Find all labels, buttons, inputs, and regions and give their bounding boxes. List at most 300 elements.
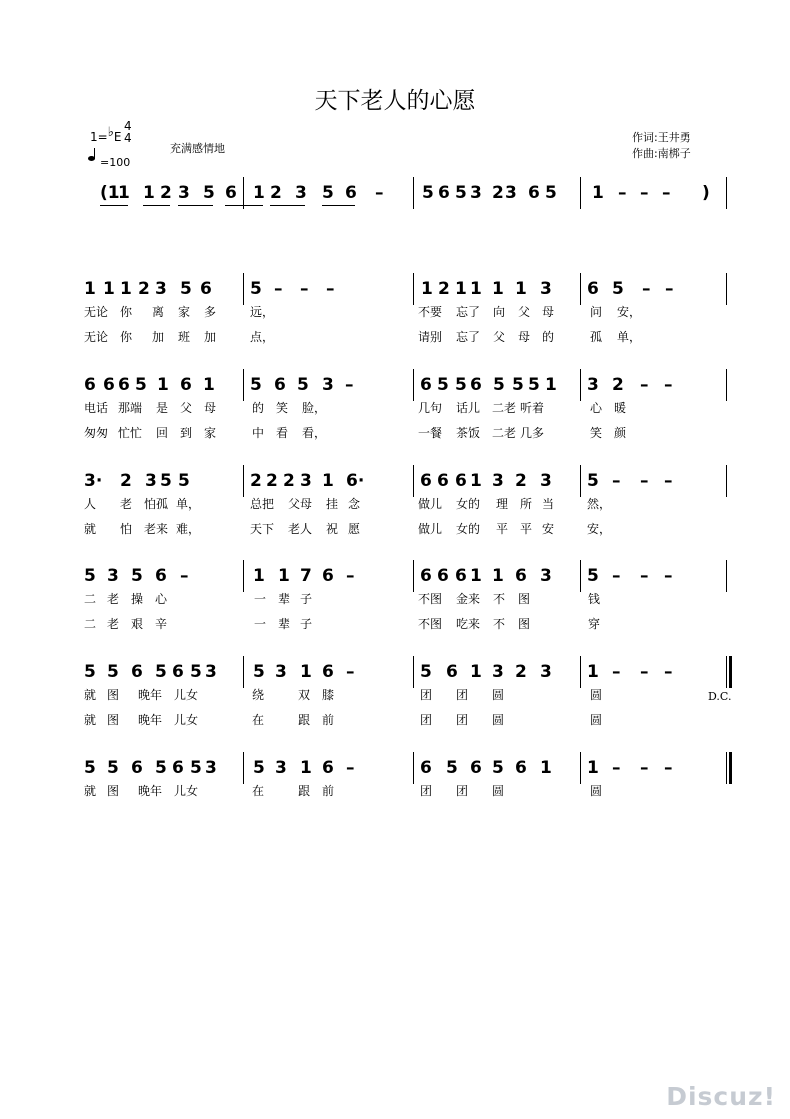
beam-line [178, 205, 213, 206]
note: 2 [492, 183, 504, 203]
note: – [640, 375, 649, 395]
note: 2 [438, 279, 450, 299]
lyric-word: 母 [542, 305, 555, 319]
note: 5 [587, 471, 599, 491]
lyric-word: 老人 [288, 522, 313, 536]
note: – [375, 183, 384, 203]
note: 2 [160, 183, 172, 203]
note: 3 [540, 662, 552, 682]
note: 5 [253, 758, 265, 778]
lyric-word: 图 [107, 713, 120, 727]
note: 5 [253, 662, 265, 682]
lyric-word: 平 [520, 522, 533, 536]
note: 6 [200, 279, 212, 299]
note: 3 [470, 183, 482, 203]
lyric-word: 天下 [250, 522, 275, 536]
bar-line [243, 560, 244, 592]
note: 6 [172, 758, 184, 778]
note: 3 [275, 758, 287, 778]
bar-line [413, 656, 414, 688]
bar-line [580, 560, 581, 592]
lyric-word: 前 [322, 784, 335, 798]
lyric-word: 在 [252, 713, 265, 727]
note: 5 [422, 183, 434, 203]
lyric-word: 做儿 [418, 522, 443, 536]
lyric-word: 膝 [322, 688, 335, 702]
note: 6 [103, 375, 115, 395]
bar-line [413, 560, 414, 592]
lyric-word: 所 [520, 497, 533, 511]
note: 3 [155, 279, 167, 299]
lyric-word: 多 [204, 305, 217, 319]
note: 2 [283, 471, 295, 491]
note: (1 [100, 183, 120, 203]
lyric-word: 忙忙 [118, 426, 143, 440]
note: 6 [455, 566, 467, 586]
note: 5 [420, 662, 432, 682]
lyric-word: 家 [178, 305, 191, 319]
lyric-word: 颜 [614, 426, 627, 440]
beam-line [270, 205, 305, 206]
lyric-word: 团 [420, 688, 433, 702]
note: – [664, 471, 673, 491]
lyric-word: 离 [152, 305, 165, 319]
note: ) [702, 183, 710, 203]
note: 3 [178, 183, 190, 203]
note: 1 [587, 758, 599, 778]
lyric-word: 忘了 [456, 305, 481, 319]
note: 3 [322, 375, 334, 395]
note: 2 [270, 183, 282, 203]
note: – [346, 566, 355, 586]
lyric-word: 安， [587, 522, 612, 536]
bar-line [413, 369, 414, 401]
lyric-word: 不 [493, 617, 506, 631]
lyric-word: 向 [493, 305, 506, 319]
lyric-word: 图 [107, 784, 120, 798]
note: 6 [118, 375, 130, 395]
page-title: 天下老人的心愿 [314, 88, 476, 114]
note: 6 [322, 566, 334, 586]
bar-line [580, 752, 581, 784]
note: 5 [84, 566, 96, 586]
note: 5 [493, 375, 505, 395]
lyric-word: 母 [518, 330, 531, 344]
note: – [642, 279, 651, 299]
lyric-word: 忘了 [456, 330, 481, 344]
note: 3 [492, 471, 504, 491]
note: 5 [155, 662, 167, 682]
lyric-word: 班 [178, 330, 191, 344]
note: 3 [587, 375, 599, 395]
note: – [640, 662, 649, 682]
note: – [612, 758, 621, 778]
lyric-word: 请别 [418, 330, 443, 344]
lyric-word: 圆 [492, 688, 505, 702]
note: 3 [107, 566, 119, 586]
note: – [664, 758, 673, 778]
lyric-word: 几句 [418, 401, 443, 415]
note: 1 [157, 375, 169, 395]
lyric-word: 不图 [418, 617, 443, 631]
note: 5 [135, 375, 147, 395]
key-prefix: 1= [90, 130, 108, 144]
note: – [274, 279, 283, 299]
bar-line [580, 273, 581, 305]
note: – [300, 279, 309, 299]
note: 6 [437, 471, 449, 491]
note: 6 [420, 375, 432, 395]
lyric-word: 金来 [456, 592, 481, 606]
note: 3 [145, 471, 157, 491]
lyric-word: 操 [131, 592, 144, 606]
note: 1 [455, 279, 467, 299]
note: 6 [528, 183, 540, 203]
lyric-word: 然， [587, 497, 612, 511]
lyric-word: 一餐 [418, 426, 443, 440]
note: 6 [587, 279, 599, 299]
note: – [612, 662, 621, 682]
note: 6 [322, 662, 334, 682]
lyric-word: 无论 [84, 330, 109, 344]
composer-credit: 作曲:南梆子 [632, 147, 691, 160]
note: 6 [420, 758, 432, 778]
lyric-word: 团 [420, 784, 433, 798]
bar-line [243, 656, 244, 688]
lyric-word: 单， [617, 330, 642, 344]
lyric-word: 辈 [278, 617, 291, 631]
lyric-word: 二 [84, 617, 97, 631]
lyric-word: 父 [180, 401, 193, 415]
lyric-word: 笑 [590, 426, 603, 440]
lyric-word: 加 [152, 330, 165, 344]
bar-line [726, 752, 727, 784]
lyric-word: 的 [252, 401, 265, 415]
lyric-word: 单， [176, 497, 201, 511]
lyric-word: 穿 [588, 617, 601, 631]
lyric-word: 母 [204, 401, 217, 415]
note: 2 [266, 471, 278, 491]
note: – [618, 183, 627, 203]
note: 5 [190, 758, 202, 778]
note: 5 [528, 375, 540, 395]
lyric-word: 难， [176, 522, 201, 536]
discuz-logo: Discuz! [666, 1082, 776, 1111]
lyric-word: 老 [107, 617, 120, 631]
note: – [640, 566, 649, 586]
note: 5 [455, 183, 467, 203]
lyric-word: 就 [84, 713, 97, 727]
note: 1 [470, 471, 482, 491]
lyric-word: 祝 [326, 522, 339, 536]
note: 6 [420, 566, 432, 586]
note: 1 [592, 183, 604, 203]
lyric-word: 笑 [276, 401, 289, 415]
lyric-word: 老 [120, 497, 133, 511]
lyric-word: 团 [456, 713, 469, 727]
note: 2 [120, 471, 132, 491]
lyric-word: 钱 [588, 592, 601, 606]
bar-line [580, 177, 581, 209]
note: 5 [190, 662, 202, 682]
lyric-word: 问 [590, 305, 603, 319]
note: – [664, 566, 673, 586]
note: – [664, 375, 673, 395]
note: 3 [205, 662, 217, 682]
lyric-word: 老来 [144, 522, 169, 536]
note: 6 [515, 758, 527, 778]
lyric-word: 艰 [131, 617, 144, 631]
lyric-word: 双 [298, 688, 311, 702]
lyric-word: 圆 [590, 688, 603, 702]
note: – [640, 758, 649, 778]
lyric-word: 子 [300, 617, 313, 631]
note: 3 [540, 279, 552, 299]
note: 1 [470, 662, 482, 682]
bar-line [413, 752, 414, 784]
note: 1 [300, 662, 312, 682]
lyric-word: 辈 [278, 592, 291, 606]
lyric-word: 晚年 [138, 784, 163, 798]
note: 5 [446, 758, 458, 778]
bar-line [580, 656, 581, 688]
note: 1 [253, 566, 265, 586]
lyric-word: 怕 [120, 522, 133, 536]
note: 5 [131, 566, 143, 586]
lyric-word: 挂 [326, 497, 339, 511]
lyric-word: 中 [252, 426, 265, 440]
dc-mark: D.C. [708, 690, 732, 703]
final-bar-line [729, 656, 732, 688]
lyric-word: 晚年 [138, 713, 163, 727]
note: 6 [515, 566, 527, 586]
note: 6 [180, 375, 192, 395]
note: 6 [470, 375, 482, 395]
lyric-word: 是 [156, 401, 169, 415]
lyric-word: 匆匆 [84, 426, 109, 440]
lyric-word: 理 [496, 497, 509, 511]
lyric-word: 图 [518, 617, 531, 631]
note: 1 [103, 279, 115, 299]
beam-line [143, 205, 170, 206]
lyric-word: 吃来 [456, 617, 481, 631]
note: 1 [253, 183, 265, 203]
note: 3 [300, 471, 312, 491]
lyric-word: 团 [456, 784, 469, 798]
note: – [662, 183, 671, 203]
bar-line [726, 560, 727, 592]
note: 3 [492, 662, 504, 682]
lyric-word: 就 [84, 784, 97, 798]
note: 1 [118, 183, 130, 203]
note: 3 [275, 662, 287, 682]
note: – [345, 375, 354, 395]
note: 2 [612, 375, 624, 395]
note: 1 [322, 471, 334, 491]
lyric-word: 子 [300, 592, 313, 606]
lyric-word: 家 [204, 426, 217, 440]
bar-line [413, 273, 414, 305]
note: 6 [455, 471, 467, 491]
beam-line [225, 205, 263, 206]
note: 6 [470, 758, 482, 778]
note: 6 [274, 375, 286, 395]
lyric-word: 到 [180, 426, 193, 440]
beam-line [322, 205, 355, 206]
note: 6· [346, 471, 365, 491]
tempo-value: =100 [100, 156, 131, 169]
note: 3 [205, 758, 217, 778]
note: – [665, 279, 674, 299]
note: 1 [203, 375, 215, 395]
bar-line [726, 465, 727, 497]
note: 3 [295, 183, 307, 203]
note: 6 [172, 662, 184, 682]
note: 6 [322, 758, 334, 778]
note: 2 [250, 471, 262, 491]
note: 5 [155, 758, 167, 778]
note: 6 [84, 375, 96, 395]
note: 6 [446, 662, 458, 682]
lyric-word: 晚年 [138, 688, 163, 702]
lyric-word: 就 [84, 688, 97, 702]
lyric-word: 心 [590, 401, 603, 415]
lyric-word: 儿女 [174, 688, 199, 702]
lyric-word: 二 [84, 592, 97, 606]
lyric-word: 就 [84, 522, 97, 536]
note: 2 [515, 471, 527, 491]
note: – [612, 471, 621, 491]
lyric-word: 心 [155, 592, 168, 606]
lyric-word: 圆 [492, 784, 505, 798]
note: 1 [421, 279, 433, 299]
bar-line [243, 273, 244, 305]
note: 1 [470, 279, 482, 299]
note: 5 [455, 375, 467, 395]
note: 5 [512, 375, 524, 395]
lyric-word: 安， [617, 305, 642, 319]
lyric-word: 无论 [84, 305, 109, 319]
lyric-word: 回 [156, 426, 169, 440]
lyric-word: 团 [456, 688, 469, 702]
lyric-word: 话儿 [456, 401, 481, 415]
note: 5 [297, 375, 309, 395]
note: 1 [545, 375, 557, 395]
lyric-word: 茶饭 [456, 426, 481, 440]
note: 1 [470, 566, 482, 586]
key-signature [90, 125, 122, 145]
note: – [612, 566, 621, 586]
note: 6 [131, 758, 143, 778]
note: 6 [155, 566, 167, 586]
note: 6 [437, 566, 449, 586]
lyric-word: 总把 [250, 497, 275, 511]
note: 1 [515, 279, 527, 299]
lyric-word: 孤 [590, 330, 603, 344]
note: 5 [84, 758, 96, 778]
lyric-word: 不要 [418, 305, 443, 319]
lyric-word: 团 [420, 713, 433, 727]
note: 5 [250, 375, 262, 395]
bar-line [726, 369, 727, 401]
bar-line [580, 465, 581, 497]
lyric-word: 不 [493, 592, 506, 606]
lyric-word: 跟 [298, 784, 311, 798]
lyricist-credit: 作词:王井勇 [632, 131, 691, 144]
note: 3 [540, 471, 552, 491]
note: – [640, 183, 649, 203]
note: – [640, 471, 649, 491]
lyric-word: 父母 [288, 497, 313, 511]
lyric-word: 不图 [418, 592, 443, 606]
note: 5 [612, 279, 624, 299]
lyric-word: 父 [493, 330, 506, 344]
lyric-word: 女的 [456, 497, 481, 511]
note: 5 [107, 662, 119, 682]
note: 1 [587, 662, 599, 682]
lyric-word: 看 [276, 426, 289, 440]
lyric-word: 人 [84, 497, 97, 511]
bar-line [726, 656, 727, 688]
note: 1 [84, 279, 96, 299]
expression-mark: 充满感情地 [170, 142, 225, 155]
note: – [346, 758, 355, 778]
bar-line [726, 273, 727, 305]
lyric-word: 远， [250, 305, 275, 319]
lyric-word: 圆 [590, 784, 603, 798]
note: – [346, 662, 355, 682]
lyric-word: 当 [542, 497, 555, 511]
note: 6 [131, 662, 143, 682]
bar-line [243, 752, 244, 784]
note: – [664, 662, 673, 682]
lyric-word: 看， [302, 426, 327, 440]
note: 2 [515, 662, 527, 682]
bar-line [243, 369, 244, 401]
lyric-word: 圆 [492, 713, 505, 727]
note: 5 [437, 375, 449, 395]
note: 1 [143, 183, 155, 203]
lyric-word: 暖 [614, 401, 627, 415]
bar-line [726, 177, 727, 209]
lyric-word: 一 [254, 592, 267, 606]
note: – [326, 279, 335, 299]
time-top: 4 [124, 119, 132, 133]
note: 1 [492, 566, 504, 586]
quarter-note-icon [88, 148, 97, 161]
lyric-word: 安 [542, 522, 555, 536]
note: 1 [300, 758, 312, 778]
time-bottom: 4 [124, 131, 132, 145]
note: 5 [84, 662, 96, 682]
note: 6 [225, 183, 237, 203]
note: 6 [345, 183, 357, 203]
lyric-word: 做儿 [418, 497, 443, 511]
lyric-word: 的 [542, 330, 555, 344]
note: 5 [178, 471, 190, 491]
beam-line [100, 205, 128, 206]
key-letter: E [113, 130, 122, 144]
bar-line [243, 465, 244, 497]
lyric-word: 老 [107, 592, 120, 606]
lyric-word: 前 [322, 713, 335, 727]
note: 5 [587, 566, 599, 586]
lyric-word: 你 [120, 305, 133, 319]
lyric-word: 一 [254, 617, 267, 631]
lyric-word: 父 [518, 305, 531, 319]
note: – [180, 566, 189, 586]
lyric-word: 点， [250, 330, 275, 344]
